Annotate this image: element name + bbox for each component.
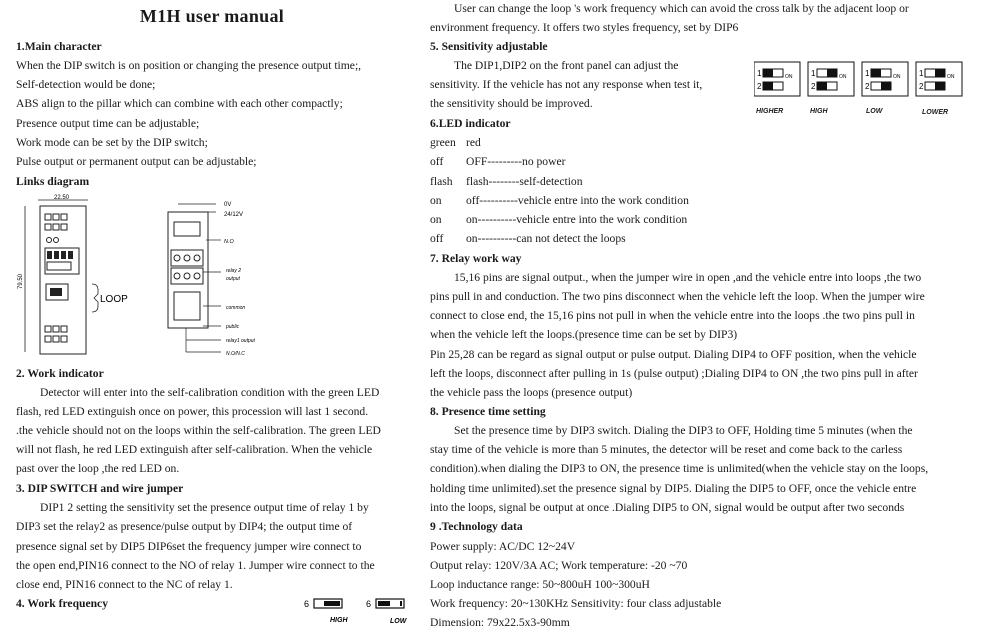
links-diagram bbox=[16, 192, 408, 364]
dip-box-higher bbox=[754, 62, 800, 96]
led-row: on off----------vehicle entre into the work condition bbox=[430, 194, 689, 207]
svg-text:1: 1 bbox=[865, 69, 870, 78]
sensitivity-line: sensitivity. If the vehicle has not any response when test it, bbox=[430, 78, 703, 91]
relay-line: the vehicle pass the loops (presence output) bbox=[430, 386, 633, 399]
heading-presence-time: 8. Presence time setting bbox=[430, 405, 546, 418]
sensitivity-dip-diagram bbox=[754, 60, 970, 100]
presence-line: stay time of the vehicle is more than 5 minutes, the detector will be reset and come back to the carless bbox=[430, 443, 903, 456]
sensitivity-line: The DIP1,DIP2 on the front panel can adjust the bbox=[454, 59, 679, 72]
dip-box-low bbox=[862, 62, 908, 96]
sens-label-higher: HIGHER bbox=[756, 108, 784, 115]
main-character-line: Pulse output or permanent output can be adjustable; bbox=[16, 155, 257, 168]
led-row: off OFF---------no power bbox=[430, 155, 566, 168]
loop-label: LOOP bbox=[100, 294, 128, 305]
led-row: on on----------vehicle entre into the work condition bbox=[430, 213, 688, 226]
work-frequency-line: User can change the loop 's work frequency which can avoid the cross talk by the adjacent loop or bbox=[454, 2, 909, 15]
svg-text:2: 2 bbox=[811, 82, 816, 91]
heading-relay-work-way: 7. Relay work way bbox=[430, 252, 522, 265]
label-public: public bbox=[226, 324, 240, 330]
heading-dip-switch: 3. DIP SWITCH and wire jumper bbox=[16, 482, 184, 495]
svg-text:2: 2 bbox=[757, 82, 762, 91]
sens-label-lower: LOWER bbox=[922, 109, 949, 116]
svg-text:1: 1 bbox=[919, 69, 924, 78]
label-common: common bbox=[226, 305, 246, 311]
relay-line: connect to close end, the 15,16 pins not pull in when the vehicle entre into the loops .the two pins pull in bbox=[430, 309, 915, 322]
wiring-diagram bbox=[168, 202, 256, 357]
relay-line: pins pull in and conduction. The two pins disconnect when the vehicle left the loop. When the jumper wire bbox=[430, 290, 925, 303]
work-frequency-line: environment frequency. It offers two styles frequency, set by DIP6 bbox=[430, 21, 739, 34]
heading-links-diagram: Links diagram bbox=[16, 175, 90, 188]
dim-width-label: 22.50 bbox=[54, 195, 70, 201]
heading-led-indicator: 6.LED indicator bbox=[430, 117, 511, 130]
svg-text:ON: ON bbox=[839, 74, 847, 80]
svg-text:1: 1 bbox=[757, 69, 762, 78]
tech-line: Power supply: AC/DC 12~24V bbox=[430, 540, 576, 553]
relay-line: Pin 25,28 can be regard as signal output or pulse output. Dialing DIP4 to OFF position, when the vehicle bbox=[430, 348, 917, 361]
label-no-nc: N.O/N.C bbox=[226, 351, 245, 357]
sens-label-high: HIGH bbox=[810, 108, 828, 115]
work-indicator-line: past over the loop ,the red LED on. bbox=[16, 462, 180, 475]
dip-box-high bbox=[808, 62, 854, 96]
dip-switch-line: DIP1 2 setting the sensitivity set the presence output time of relay 1 by bbox=[40, 501, 369, 514]
svg-text:ON: ON bbox=[785, 74, 793, 80]
freq-switch-number: 6 bbox=[304, 599, 310, 609]
label-0v: 0V bbox=[224, 202, 232, 208]
heading-technology-data: 9 .Technology data bbox=[430, 520, 523, 533]
led-header-row bbox=[430, 136, 481, 150]
presence-line: into the loops, signal be output at once .Dialing DIP5 to ON, signal would be output after two seconds bbox=[430, 501, 905, 514]
heading-work-indicator: 2. Work indicator bbox=[16, 367, 104, 380]
dip-switch-line: the open end,PIN16 connect to the NO of relay 1. Jumper wire connect to the bbox=[16, 559, 375, 572]
main-character-line: Self-detection would be done; bbox=[16, 78, 156, 91]
freq-high-label: HIGH bbox=[330, 617, 348, 624]
label-24v: 24/12V bbox=[224, 212, 244, 218]
dip-box-lower bbox=[916, 62, 962, 96]
work-indicator-line: flash, red LED extinguish once on power, this procession will last 1 second. bbox=[16, 405, 369, 418]
led-row: off on----------can not detect the loops bbox=[430, 232, 626, 245]
label-relay1-output: relay1 output bbox=[226, 338, 255, 344]
heading-work-frequency: 4. Work frequency bbox=[16, 597, 109, 610]
tech-line: Dimension: 79x22.5x3-90mm bbox=[430, 616, 570, 629]
main-character-line: When the DIP switch is on position or changing the presence output time;, bbox=[16, 59, 362, 72]
label-relay2: relay 2 bbox=[226, 268, 242, 274]
sensitivity-line: the sensitivity should be improved. bbox=[430, 97, 593, 110]
led-row: flash flash--------self-detection bbox=[430, 175, 583, 188]
work-indicator-line: Detector will enter into the self-calibration condition with the green LED bbox=[40, 386, 380, 399]
frequency-switches bbox=[302, 596, 408, 626]
svg-text:2: 2 bbox=[865, 82, 870, 91]
relay-line: 15,16 pins are signal output., when the jumper wire in open ,and the vehicle entre into loops ,the two bbox=[454, 271, 922, 284]
main-character-line: Work mode can be set by the DIP switch; bbox=[16, 136, 208, 149]
dip-switch-line: DIP3 set the relay2 as presence/pulse output by DIP4; the output time of bbox=[16, 520, 353, 533]
presence-line: holding time unlimited).set the presence signal by DIP5. Dialing the DIP5 to OFF, once the vehicle entre bbox=[430, 482, 917, 495]
work-indicator-line: .the vehicle should not on the loops within the self-calibration. The green LED bbox=[16, 424, 381, 437]
presence-line: condition).when dialing the DIP3 to ON, the presence time is unlimited(when the vehicle stay on the loops, bbox=[430, 462, 929, 475]
svg-text:ON: ON bbox=[947, 74, 955, 80]
led-header-red: red bbox=[466, 136, 481, 149]
sens-label-low: LOW bbox=[866, 108, 883, 115]
svg-text:2: 2 bbox=[919, 82, 924, 91]
heading-sensitivity: 5. Sensitivity adjustable bbox=[430, 40, 548, 53]
tech-line: Work frequency: 20~130KHz Sensitivity: four class adjustable bbox=[430, 597, 722, 610]
dim-height-label: 79.50 bbox=[18, 273, 24, 289]
tech-line: Loop inductance range: 50~800uH 100~300uH bbox=[430, 578, 650, 591]
freq-switch-number: 6 bbox=[366, 599, 372, 609]
tech-line: Output relay: 120V/3A AC; Work temperature: -20 ~70 bbox=[430, 559, 688, 572]
main-character-line: ABS align to the pillar which can combine with each other compactly; bbox=[16, 97, 343, 110]
label-no: N.O bbox=[224, 239, 234, 245]
svg-text:1: 1 bbox=[811, 69, 816, 78]
led-header-green: green bbox=[430, 136, 456, 149]
work-indicator-line: will not flash, he red LED extinguish after self-calibration. When the vehicle bbox=[16, 443, 373, 456]
presence-line: Set the presence time by DIP3 switch. Dialing the DIP3 to OFF, Holding time 5 minutes (when the bbox=[454, 424, 913, 437]
page-title: M1H user manual bbox=[139, 6, 285, 26]
heading-main-character: 1.Main character bbox=[16, 40, 102, 53]
dip-switch-line: presence signal set by DIP5 DIP6set the frequency jumper wire connect to bbox=[16, 540, 362, 553]
device-front-view bbox=[18, 195, 128, 354]
svg-text:ON: ON bbox=[893, 74, 901, 80]
freq-low-label: LOW bbox=[390, 618, 407, 625]
relay-line: left the loops, disconnect after pulling in 1s (pulse output) ;Dialing DIP4 to ON ,the two pins pull in after bbox=[430, 367, 918, 380]
dip-switch-line: close end, PIN16 connect to the NC of relay 1. bbox=[16, 578, 233, 591]
label-relay2-output: output bbox=[226, 276, 240, 282]
relay-line: when the vehicle left the loops.(presence time can be set by DIP3) bbox=[430, 328, 738, 341]
main-character-line: Presence output time can be adjustable; bbox=[16, 117, 200, 130]
